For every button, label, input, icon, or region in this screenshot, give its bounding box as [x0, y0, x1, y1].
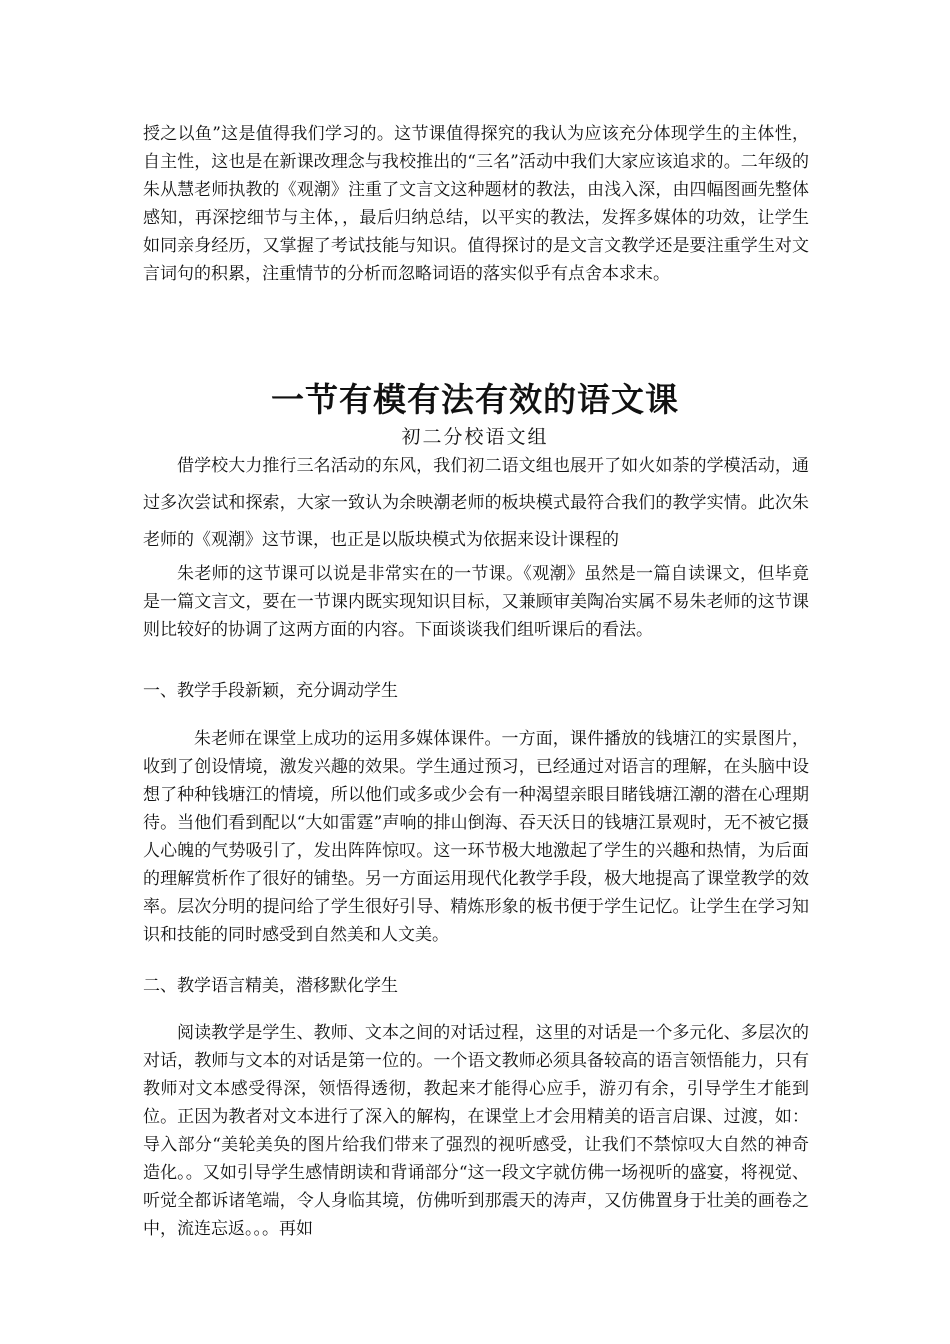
paragraph-4: [143, 1019, 809, 1243]
intro-text: 借学校大力推行三名活动的东风，我们初二语文组也展开了如火如荼的学模活动，通过多次尝试和探索，大家一致认为余映潮老师的板块模式最符合我们的教学实情。此次朱老师的《观潮》这节课，也正是以版块模式为依据来设计课程的: [143, 456, 809, 550]
intro-paragraph: [143, 448, 809, 559]
previous-section-paragraph: [143, 120, 809, 288]
section-heading-1-text: 一、教学手段新颖，充分调动学生: [143, 681, 398, 701]
paragraph-4-text: 阅读教学是学生、教师、文本之间的对话过程，这里的对话是一个多元化、多层次的对话，教师与文本的对话是第一位的。一个语文教师必须具备较高的语言领悟能力，只有教师对文本感受得深，领悟得透彻，教起来才能得心应手，游刃有余，引导学生才能到位。正因为教者对文本进行了深入的解构，在课堂上才会用精美的语言启课、过渡，如：导入部分“美轮美奂的图片给我们带来了强烈的视听感受，让我们不禁惊叹大自然的神奇造化。。又如引导学生感情朗读和背诵部分“这一段文字就仿佛一场视听的盛宴，将视觉、听觉全都诉诸笔端，令人身临其境，仿佛听到那震天的涛声，又仿佛置身于壮美的画卷之中，流连忘返。。。再如: [143, 1023, 809, 1239]
section-heading-2-text: 二、教学语言精美，潜移默化学生: [143, 976, 398, 996]
previous-section-text: 授之以鱼”这是值得我们学习的。这节课值得探究的我认为应该充分体现学生的主体性，自主性，这也是在新课改理念与我校推出的“三名”活动中我们大家应该追求的。二年级的朱从慧老师执教的《观潮》注重了文言文这种题材的教法，由浅入深，由四幅图画先整体感知，再深挖细节与主体，，最后归纳总结，以平实的教法，发挥多媒体的功效，让学生如同亲身经历，又掌握了考试技能与知识。值得探讨的是文言文教学还是要注重学生对文言词句的积累，注重情节的分析而忽略词语的落实似乎有点舍本求末。: [143, 124, 809, 284]
section-heading-1: [143, 677, 809, 705]
paragraph-3-text: 朱老师在课堂上成功的运用多媒体课件。一方面，课件播放的钱塘江的实景图片，收到了创设情境，激发兴趣的效果。学生通过预习，已经通过对语言的理解，在头脑中设想了种种钱塘江的情境，所以他们或多或少会有一种渴望亲眼目睹钱塘江潮的潜在心理期待。当他们看到配以“大如雷霆”声响的排山倒海、吞天沃日的钱塘江景观时，无不被它摄人心魄的气势吸引了，发出阵阵惊叹。这一环节极大地激起了学生的兴趣和热情，为后面的理解赏析作了很好的铺垫。另一方面运用现代化教学手段，极大地提高了课堂教学的效率。层次分明的提问给了学生很好引导、精炼形象的板书便于学生记忆。让学生在学习知识和技能的同时感受到自然美和人文美。: [143, 729, 809, 945]
article-title: 一节有模有法有效的语文课: [271, 380, 679, 419]
article-author: 初二分校语文组: [401, 426, 549, 448]
paragraph-3: [143, 725, 809, 949]
paragraph-2: [143, 560, 809, 644]
paragraph-2-text: 朱老师的这节课可以说是非常实在的一节课。《观潮》虽然是一篇自读课文，但毕竟是一篇文言文，要在一节课内既实现知识目标，又兼顾审美陶冶实属不易朱老师的这节课则比较好的协调了这两方面的内容。下面谈谈我们组听课后的看法。: [143, 564, 809, 640]
section-heading-2: [143, 972, 809, 1000]
